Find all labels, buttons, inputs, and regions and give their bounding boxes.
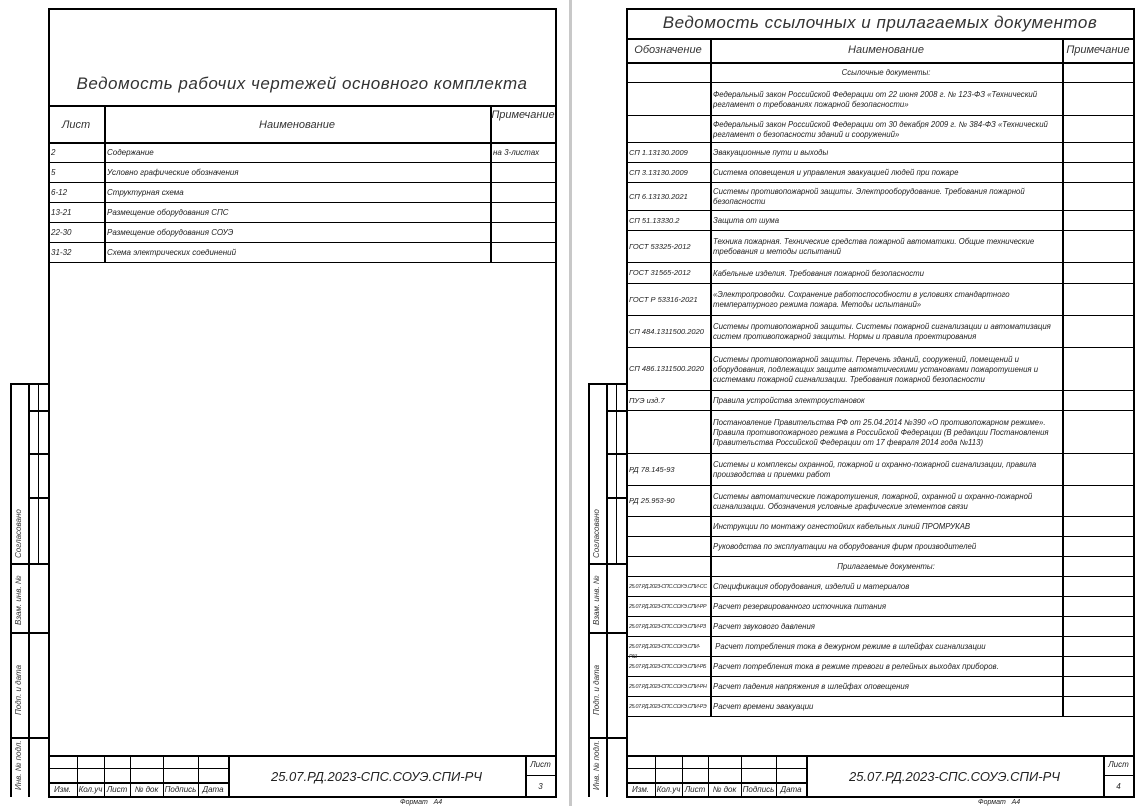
table-cell: СП 486.1311500.2020 [629,364,704,373]
table-cell: 25.07.РД.2023-СПС.СОУЭ.СПИ-РШ [629,643,700,660]
grid-line [48,162,556,163]
grid-line [626,755,1134,757]
table-cell: Федеральный закон Российской Федерации от 22 июня 2008 г. № 123-ФЗ «Технический регламент о требованиях пожарной безопасности» [713,89,1040,109]
column-header: Примечание [1066,44,1130,56]
grid-line [626,262,1134,263]
table-cell: СП 6.13130.2021 [629,191,688,201]
table-cell: Инструкции по монтажу огнестойких кабельных линий ПРОМРУКАВ [713,522,971,531]
table-cell: Расчет падения напряжения в шлейфах оповещения [713,682,909,691]
grid-line [626,62,1134,64]
table-cell: 31-32 [51,248,72,257]
grid-line [48,202,556,203]
table-cell: 25.07.РД.2023-СПС.СОУЭ.СПИ-РБ [629,663,707,670]
table-cell: СП 1.13130.2009 [629,147,688,157]
side-label-replace-inv: Взам. инв. № [592,575,601,625]
table-cell: Содержание [107,148,154,157]
table-cell: Прилагаемые документы: [837,562,935,571]
grid-line [48,142,556,144]
table-cell: Правила устройства электроустановок [713,396,865,405]
table-cell: Расчет потребления тока в дежурном режиме в шлейфах сигнализации [713,642,986,651]
stamp-column-label: Кол.уч [78,785,103,794]
grid-line [588,737,626,739]
side-label-agreed: Согласовано [14,509,23,558]
grid-line [626,636,1134,637]
table-cell: СП 484.1311500.2020 [629,326,704,336]
grid-line [626,716,1134,717]
table-cell: СП 3.13130.2009 [629,167,688,177]
grid-line [626,162,1134,163]
side-label-sign-date: Подп. и дата [592,664,601,715]
grid-line [28,497,48,499]
table-cell: 25.07.РД.2023-СПС.СОУЭ.СПИ-РЭ [629,703,707,710]
table-cell: Расчет резервированного источника питания [713,602,887,611]
grid-line [626,516,1134,517]
table-cell: Защита от шума [713,216,780,225]
sheet-title: Ведомость рабочих чертежей основного комплекта [76,74,528,93]
table-cell: 25.07.РД.2023-СПС.СОУЭ.СПИ-РН [629,683,707,690]
sheet-label: Лист [1108,760,1129,769]
table-cell: Федеральный закон Российской Федерации от 30 декабря 2009 г. № 384-ФЗ «Технический регламент о безопасности зданий и сооружений» [713,119,1051,139]
table-cell: ГОСТ Р 53316-2021 [629,294,698,304]
table-cell: ГОСТ 53325-2012 [629,241,691,251]
table-cell: Эвакуационные пути и выходы [713,148,829,157]
grid-line [626,576,1134,577]
table-cell: Постановление Правительства РФ от 25.04.2014 №390 «О противопожарном режиме». Правила противопожарного режима в Российской Федерации (В редакции Постановления Правительства Российской Федерации от 17 февраля 2014 года №113) [713,417,1051,447]
table-cell: Системы и комплексы охранной, пожарной и охранно-пожарной сигнализации, правила производства и приемки работ [713,460,1039,479]
table-cell: Система оповещения и управления эвакуацией людей при пожаре [713,168,959,177]
stamp-column-label: Лист [684,785,706,794]
table-cell: Размещение оборудования СОУЭ [107,228,234,237]
table-cell: 25.07.РД.2023-СПС.СОУЭ.СПИ-РР [629,603,707,610]
stamp-column-label: № док [712,785,737,794]
table-cell: ГОСТ 31565-2012 [629,268,691,277]
grid-line [606,383,608,797]
grid-line [48,182,556,183]
grid-line [1103,775,1134,776]
grid-line [1062,38,1064,716]
table-cell: Расчет времени эвакуации [713,702,814,711]
side-label-sign-date: Подп. и дата [14,664,23,715]
grid-line [626,782,806,784]
grid-line [28,383,30,797]
table-cell: Кабельные изделия. Требования пожарной безопасности [713,268,925,278]
table-cell: РД 78.145-93 [629,464,675,474]
table-cell: Схема электрических соединений [107,248,237,257]
table-cell: Структурная схема [107,188,184,197]
stamp-column-label: Подпись [164,785,197,794]
table-cell: Ссылочные документы: [841,68,931,77]
table-cell: 13-21 [51,208,72,217]
grid-line [10,737,48,739]
grid-line [28,410,48,412]
grid-line [626,115,1134,116]
grid-line [48,242,556,243]
stamp-column-label: Изм. [631,785,650,794]
column-header: Лист [61,119,91,131]
grid-line [626,182,1134,183]
grid-line [626,38,1134,40]
grid-line [626,596,1134,597]
grid-line [626,768,806,769]
table-cell: Расчет звукового давления [713,622,815,631]
table-cell: Системы противопожарной защиты. Перечень зданий, сооружений, помещений и оборудования, подлежащих защите автоматическими установками пожаротушения и системами пожарной сигнализации. Требования пожарной безопасности [713,354,1041,384]
grid-line [48,222,556,223]
grid-line [626,230,1134,231]
grid-line [48,105,556,107]
table-cell: 25.07.РД.2023-СПС.СОУЭ.СПИ-РЗ [629,623,706,630]
grid-line [10,383,12,797]
table-cell: Системы автоматические пожаротушения, пожарной, охранной и охранно-пожарной сигнализации. Обозначения условные графические элементов связи [713,491,1035,511]
grid-line [626,453,1134,454]
grid-line [710,38,712,716]
stamp-column-label: Подпись [742,785,775,794]
grid-line [626,536,1134,537]
stamp-column-label: Кол.уч [656,785,681,794]
table-cell: Техника пожарная. Технические средства пожарной автоматики. Общие технические требования и методы испытаний [713,237,1037,256]
column-header: Наименование [259,119,335,131]
grid-line [626,696,1134,697]
grid-line [28,453,48,455]
column-header: Наименование [848,44,924,56]
grid-line [48,755,556,757]
grid-line [490,105,492,262]
table-cell: Условно графические обозначения [107,168,239,177]
table-cell: Системы противопожарной защиты. Электрооборудование. Требования пожарной безопасности [713,187,1027,206]
table-cell: на 3-листах [493,148,540,157]
side-label-replace-inv: Взам. инв. № [14,575,23,625]
grid-line [525,775,556,776]
document-code: 25.07.РД.2023-СПС.СОУЭ.СПИ-РЧ [270,770,483,784]
grid-line [588,632,626,634]
table-cell: ПУЭ изд.7 [629,395,665,405]
page-divider [569,0,572,806]
grid-line [606,410,626,412]
grid-line [606,453,626,455]
grid-line [606,497,626,499]
table-cell: Руководства по эксплуатации на оборудования фирм производителей [713,542,977,551]
grid-line [48,782,228,784]
grid-line [48,768,228,769]
grid-line [626,142,1134,143]
format-label: Формат А4 [400,799,443,806]
side-label-inv-orig: Инв. № подл. [592,740,601,790]
table-cell: 6-12 [51,188,68,197]
grid-line [626,616,1134,617]
sheet-label: Лист [530,760,551,769]
table-cell: Расчет потребления тока в режиме тревоги в релейных выходах приборов. [713,662,999,671]
table-cell: РД 25.953-90 [629,496,675,505]
stamp-column-label: № док [134,785,159,794]
table-cell: Размещение оборудования СПС [107,208,229,217]
grid-line [10,632,48,634]
table-cell: «Электропроводки. Сохранение работоспособности в условиях стандартного температурного режима пожара. Методы испытаний» [713,290,1012,309]
grid-line [626,485,1134,486]
grid-line [626,410,1134,411]
sheet-number: 4 [1116,782,1121,791]
column-header: Примечание [491,109,555,121]
stamp-column-label: Дата [202,785,224,794]
grid-line [48,262,556,263]
table-cell: 22-30 [51,228,72,237]
grid-line [588,383,590,797]
stamp-column-label: Лист [106,785,128,794]
grid-line [626,210,1134,211]
table-cell: Спецификация оборудования, изделий и материалов [713,582,910,591]
table-cell: 25.07.РД.2023-СПС.СОУЭ.СПИ-СС [629,583,707,590]
column-header: Обозначение [634,44,702,56]
table-cell: 5 [51,168,56,177]
grid-line [626,347,1134,348]
side-label-agreed: Согласовано [592,509,601,558]
grid-line [626,283,1134,284]
table-cell: СП 51.13330.2 [629,215,680,225]
grid-line [626,315,1134,316]
format-label: Формат А4 [978,799,1021,806]
table-cell: Системы противопожарной защиты. Системы пожарной сигнализации и автоматизация систем противопожарной защиты. Нормы и правила проектирования [713,322,1053,341]
sheet-title: Ведомость ссылочных и прилагаемых документов [662,13,1098,32]
grid-line [626,390,1134,391]
grid-line [626,676,1134,677]
grid-line [626,82,1134,83]
sheet-number: 3 [538,782,543,791]
side-label-inv-orig: Инв. № подл. [14,740,23,790]
table-cell: 2 [51,148,56,157]
grid-line [626,556,1134,557]
document-code: 25.07.РД.2023-СПС.СОУЭ.СПИ-РЧ [848,770,1061,784]
stamp-column-label: Изм. [53,785,72,794]
stamp-column-label: Дата [780,785,802,794]
